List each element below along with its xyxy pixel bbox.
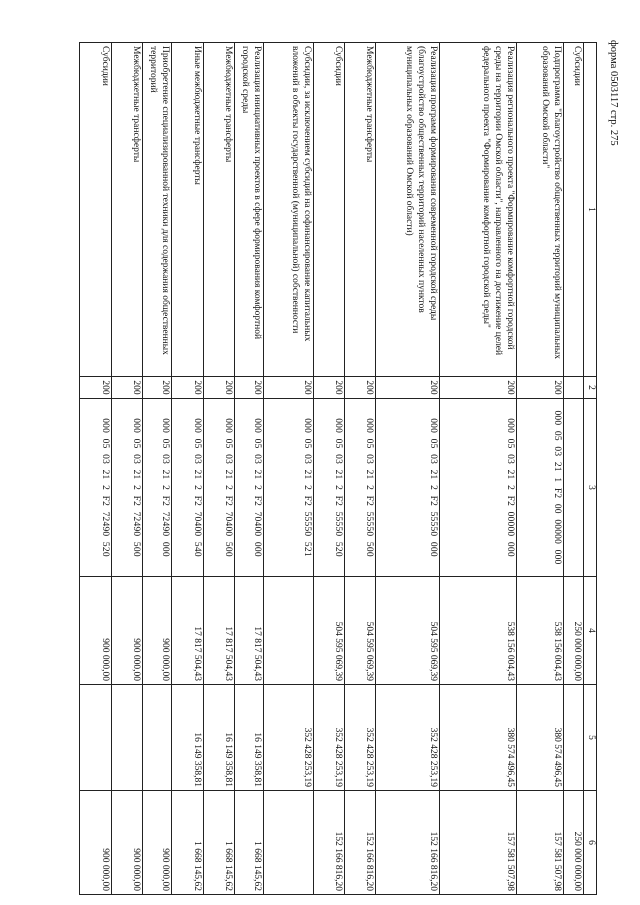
row-line-code: 200 xyxy=(440,377,517,399)
table-row xyxy=(440,43,517,895)
row-budget-code: 000 05 03 21 2 F2 55550 500 xyxy=(345,399,376,577)
row-line-code: 200 xyxy=(80,377,112,399)
row-name: Приобретение специализированной техники для содержания общественных территорий xyxy=(143,43,172,377)
row-value-col5 xyxy=(80,685,112,791)
row-value-col6: 250 000 000,00 xyxy=(564,791,584,895)
table-row xyxy=(80,43,112,895)
row-value-col5 xyxy=(143,685,172,791)
row-name: Субсидии xyxy=(314,43,345,377)
row-value-col5: 16 149 358,81 xyxy=(204,685,235,791)
row-value-col5: 16 149 358,81 xyxy=(172,685,204,791)
row-value-col4: 17 817 504,43 xyxy=(235,577,264,685)
table-row xyxy=(235,43,264,895)
row-line-code: 200 xyxy=(264,377,314,399)
row-budget-code: 000 05 03 21 2 F2 55550 000 xyxy=(376,399,440,577)
row-value-col4: 900 000,00 xyxy=(143,577,172,685)
row-value-col5: 16 149 358,81 xyxy=(235,685,264,791)
row-value-col4 xyxy=(264,577,314,685)
column-header: 2 xyxy=(584,377,597,399)
table-row xyxy=(517,43,564,895)
row-budget-code: 000 05 03 21 2 F2 72490 500 xyxy=(112,399,143,577)
row-line-code: 200 xyxy=(345,377,376,399)
row-value-col4: 538 156 004,43 xyxy=(440,577,517,685)
column-header: 4 xyxy=(584,577,597,685)
row-line-code: 200 xyxy=(314,377,345,399)
row-name: Межбюджетные трансферты xyxy=(112,43,143,377)
row-budget-code: 000 05 03 21 2 F2 72490 520 xyxy=(80,399,112,577)
column-header: 5 xyxy=(584,685,597,791)
row-budget-code: 000 05 03 21 2 F2 55550 521 xyxy=(264,399,314,577)
row-line-code: 200 xyxy=(143,377,172,399)
row-value-col5 xyxy=(112,685,143,791)
row-name: Реализация программ формирования современной городской среды (благоустройство общественных территорий населенных пунктов муниципальных образований Омской области) xyxy=(376,43,440,377)
row-value-col5: 380 574 496,45 xyxy=(517,685,564,791)
report-table xyxy=(79,42,597,895)
row-line-code: 200 xyxy=(517,377,564,399)
row-value-col6: 900 000,00 xyxy=(112,791,143,895)
row-value-col5: 352 428 253,19 xyxy=(345,685,376,791)
row-value-col6: 900 000,00 xyxy=(143,791,172,895)
table-row xyxy=(143,43,172,895)
row-line-code: 200 xyxy=(376,377,440,399)
row-budget-code: 000 05 03 21 2 F2 70400 500 xyxy=(204,399,235,577)
row-value-col6: 900 000,00 xyxy=(80,791,112,895)
row-value-col4: 900 000,00 xyxy=(112,577,143,685)
row-value-col6: 157 581 507,98 xyxy=(517,791,564,895)
row-line-code: 200 xyxy=(235,377,264,399)
row-value-col4: 17 817 504,43 xyxy=(204,577,235,685)
report-table-container xyxy=(59,42,597,894)
row-name: Субсидии xyxy=(564,43,584,377)
row-line-code: 200 xyxy=(112,377,143,399)
row-budget-code: 000 05 03 21 1 F2 00 00000 000 xyxy=(517,399,564,577)
row-budget-code xyxy=(564,399,584,577)
row-value-col5: 352 428 253,19 xyxy=(376,685,440,791)
table-row xyxy=(264,43,314,895)
row-value-col5: 352 428 253,19 xyxy=(264,685,314,791)
row-budget-code: 000 05 03 21 2 F2 70400 000 xyxy=(235,399,264,577)
table-row xyxy=(112,43,143,895)
row-name: Подпрограмма "Благоустройство общественных территорий муниципальных образований Омской области" xyxy=(517,43,564,377)
row-value-col4: 250 000 000,00 xyxy=(564,577,584,685)
form-label: форма 0503117 стр. 275 xyxy=(608,40,619,146)
row-line-code xyxy=(564,377,584,399)
row-budget-code: 000 05 03 21 2 F2 72490 000 xyxy=(143,399,172,577)
row-value-col4: 504 595 069,39 xyxy=(376,577,440,685)
row-name: Субсидии, за исключением субсидий на софинансирование капитальных вложений в объекты государственной (муниципальной) собственности xyxy=(264,43,314,377)
row-value-col4: 538 156 004,43 xyxy=(517,577,564,685)
row-value-col4: 17 817 504,43 xyxy=(172,577,204,685)
row-value-col5 xyxy=(564,685,584,791)
table-row xyxy=(314,43,345,895)
row-line-code: 200 xyxy=(204,377,235,399)
row-value-col6: 1 668 145,62 xyxy=(204,791,235,895)
column-header: 3 xyxy=(584,399,597,577)
row-value-col5: 352 428 253,19 xyxy=(314,685,345,791)
row-value-col6: 152 166 816,20 xyxy=(345,791,376,895)
row-name: Межбюджетные трансферты xyxy=(204,43,235,377)
row-value-col6: 1 668 145,62 xyxy=(235,791,264,895)
table-row xyxy=(204,43,235,895)
table-row xyxy=(564,43,584,895)
row-value-col6: 152 166 816,20 xyxy=(376,791,440,895)
column-header: 1 xyxy=(584,43,597,377)
row-value-col4: 504 595 069,39 xyxy=(314,577,345,685)
row-budget-code: 000 05 03 21 2 F2 00000 000 xyxy=(440,399,517,577)
row-name: Иные межбюджетные трансферты xyxy=(172,43,204,377)
table-row xyxy=(376,43,440,895)
column-header: 6 xyxy=(584,791,597,895)
table-row xyxy=(172,43,204,895)
row-name: Межбюджетные трансферты xyxy=(345,43,376,377)
table-row xyxy=(345,43,376,895)
row-value-col5: 380 574 496,45 xyxy=(440,685,517,791)
row-name: Субсидии xyxy=(80,43,112,377)
row-value-col6: 152 166 816,20 xyxy=(314,791,345,895)
row-value-col4: 504 595 069,39 xyxy=(345,577,376,685)
row-budget-code: 000 05 03 21 2 F2 55550 520 xyxy=(314,399,345,577)
row-name: Реализация инициативных проектов в сфере формирования комфортной городской среды xyxy=(235,43,264,377)
row-value-col4: 900 000,00 xyxy=(80,577,112,685)
row-value-col6: 157 581 507,98 xyxy=(440,791,517,895)
form-header xyxy=(607,40,621,240)
row-value-col6 xyxy=(264,791,314,895)
column-number-row xyxy=(584,43,597,895)
row-line-code: 200 xyxy=(172,377,204,399)
row-value-col6: 1 668 145,62 xyxy=(172,791,204,895)
row-budget-code: 000 05 03 21 2 F2 70400 540 xyxy=(172,399,204,577)
row-name: Реализация регионального проекта "Формирование комфортной городской среды на территории Омской области", направленного на достижение целей федерального проекта "Формирование комфортной городской среды" xyxy=(440,43,517,377)
